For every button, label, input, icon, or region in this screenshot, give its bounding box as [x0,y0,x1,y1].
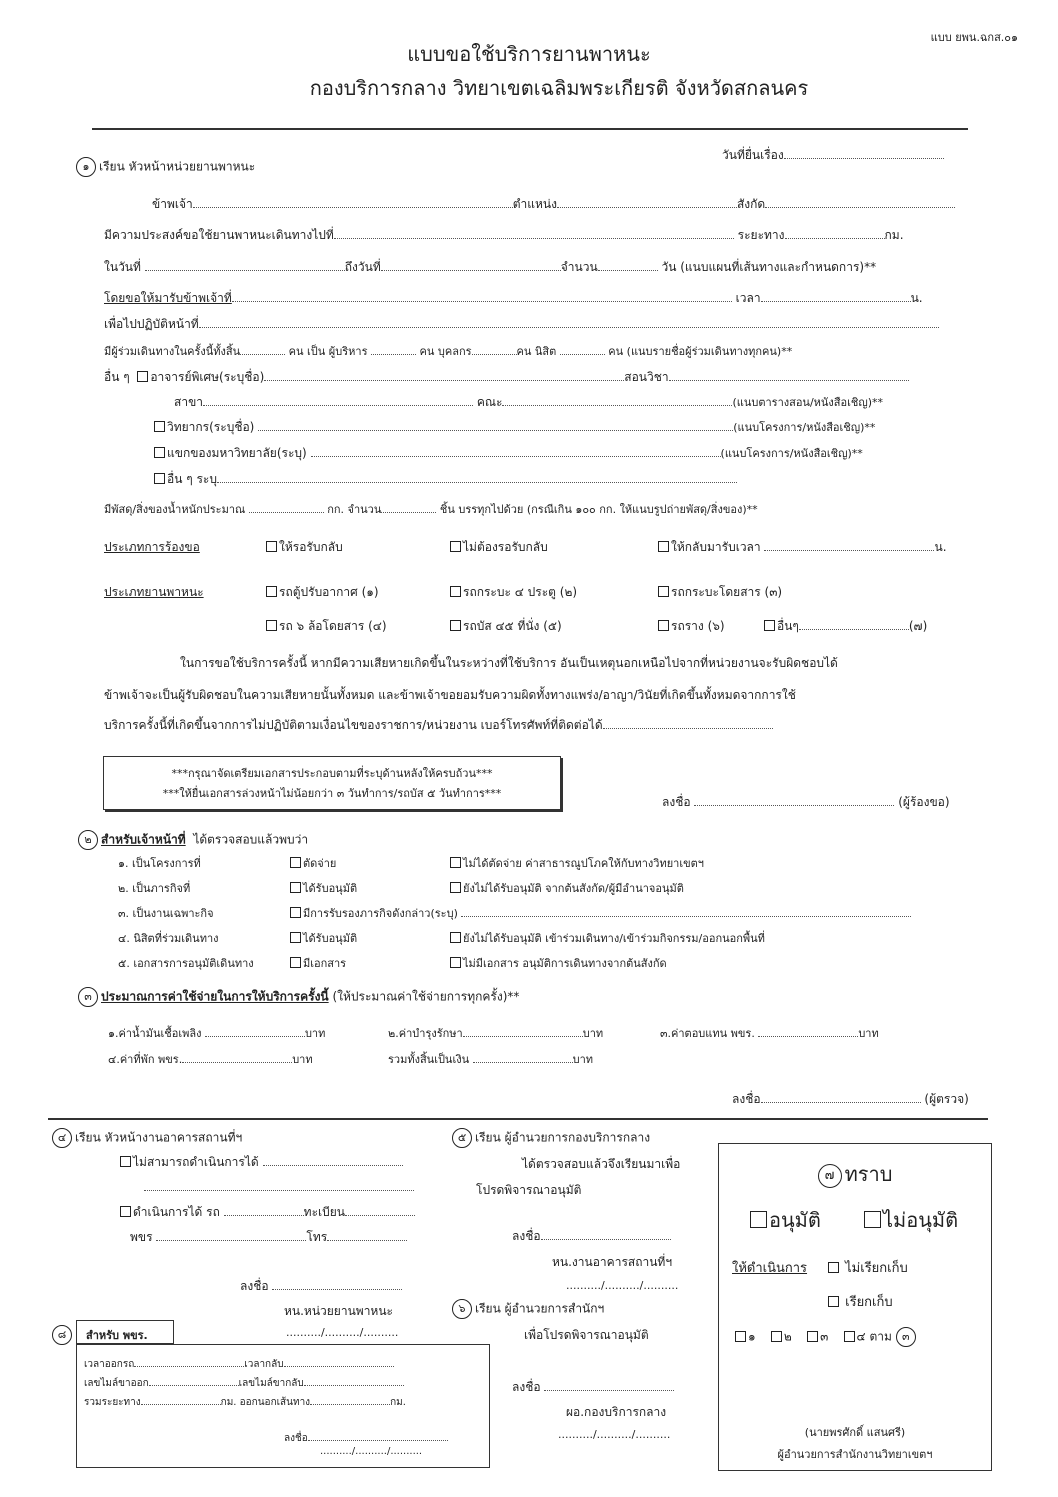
sec3-header [78,987,519,1007]
checkbox[interactable] [450,620,461,631]
sign-label: ลงชื่อ [732,1092,761,1106]
vehicle-6wheel-label: รถ ๖ ล้อโดยสาร (๔) [279,619,387,633]
sec8-title: สำหรับ พขร. [86,1329,148,1342]
checkbox[interactable] [764,620,775,631]
checkbox[interactable] [658,620,669,631]
km: กม. [220,1397,237,1408]
sec7-number: ๗ [818,1164,842,1188]
sec2-row-3-opt1[interactable] [290,904,911,922]
vehicle-pickup-passenger[interactable] [658,583,782,602]
row-passengers [104,342,792,360]
driver-label: พขร [130,1230,153,1244]
sec2-row-1-opt1[interactable] [290,854,336,872]
vehicle-bus-label: รถบัส ๔๕ ที่นั่ง (๕) [463,619,562,633]
checkbox[interactable] [266,586,277,597]
checkbox[interactable] [450,932,461,943]
start-date-field[interactable] [145,258,345,271]
maint-field[interactable] [463,1024,583,1037]
vehicle-van[interactable] [266,583,379,602]
can-label: ดำเนินการได้ รถ [133,1205,220,1219]
sign-label: ลงชื่อ [284,1433,308,1444]
end-date-field[interactable] [381,258,561,271]
other-specify-checkbox[interactable] [154,473,165,484]
pickup-field[interactable] [232,289,732,302]
sec2-row-2-opt2[interactable] [450,879,684,897]
checkbox[interactable] [266,620,277,631]
baht: บาท [304,1027,326,1040]
request-type-return-time[interactable] [658,538,947,557]
row-speaker [154,418,875,437]
sec5-to: เรียน ผู้อำนวยการกองบริการกลาง [475,1130,651,1145]
guest-label: แขกของมหาวิทยาลัย(ระบุ) [167,446,307,460]
disapprove-checkbox[interactable] [864,1211,881,1228]
driver-pay-cost [660,1024,879,1042]
item-1-checkbox[interactable] [735,1331,746,1342]
sec6-line1: เพื่อโปรดพิจารณาอนุมัติ [524,1328,649,1342]
notice-line-2: ***ให้ยื่นเอกสารล่วงหน้าไม่น้อยกว่า ๓ วันทำการ/รถบัส ๕ วันทำการ*** [162,787,502,800]
off-route-label: ออกนอกเส้นทาง [239,1397,311,1408]
sec2-row-1-opt2[interactable] [450,854,704,872]
depart-return-row [84,1354,394,1372]
subject-field[interactable] [669,368,909,381]
driver-field[interactable] [156,1228,306,1241]
liability-line-1: ในการขอใช้บริการครั้งนี้ หากมีความเสียหายเกิดขึ้นในระหว่างที่ใช้บริการ อันเป็นเหตุนอกเหนือไปจากที่หน่วยงานจะรับผิดชอบได้ [180,656,838,670]
sec3-number: ๓ [78,987,98,1007]
sec6-number: ๖ [452,1299,472,1319]
opt-label: มีการรับรองภารกิจดังกล่าว(ระบุ) [303,907,458,920]
sec6-role: ผอ.กองบริการกลาง [566,1405,667,1419]
cannot-checkbox[interactable] [120,1156,131,1167]
vehicle-pickup4-label: รถกระบะ ๔ ประตู (๒) [463,585,578,599]
staff-field[interactable] [472,342,517,355]
sec5-sign-field[interactable] [541,1227,671,1240]
other-specify-label: อื่น ๆ ระบุ [167,472,217,486]
total-dist-field[interactable] [141,1392,221,1405]
request-type-wait-label: ให้รอรับกลับ [279,540,343,554]
sign-label: ลงชื่อ [240,1279,269,1293]
sec4-to: เรียน หัวหน้างานอาคารสถานที่ฯ [75,1130,243,1145]
item-1: ๑ [748,1329,756,1344]
km-unit: กม. [884,228,904,242]
vehicle-field[interactable] [224,1203,304,1216]
plate-label: ทะเบียน [303,1205,345,1219]
row-dates [104,258,876,277]
n-unit: น. [934,540,947,554]
fuel-label: ๑.ค่าน้ำมันเชื้อเพลิง [108,1027,202,1040]
baht: บาท [858,1027,879,1040]
no-charge-option[interactable] [828,1257,908,1278]
sec8-sign-field[interactable] [308,1428,448,1441]
sec4-date[interactable]: ........../........../.......... [286,1326,399,1339]
speaker-label: วิทยากร(ระบุชื่อ) [167,420,255,434]
faculty-label: คณะ [476,395,503,409]
checkbox[interactable] [290,857,301,868]
page-title: แบบขอใช้บริการยานพาหนะ [407,42,651,66]
checker-signature [732,1090,969,1109]
sec2-number: ๒ [78,830,98,850]
to-date-label: ถึงวันที่ [344,260,381,274]
opt-label: ยังไม่ได้รับอนุมัติ เข้าร่วมเดินทาง/เข้าร่วมกิจกรรม/ออกนอกพื้นที่ [463,932,765,945]
opt-label: ไม่ได้ตัดจ่าย ค่าสาธารณูปโภคให้กับทางวิทยาเขตฯ [463,857,704,870]
sec5-line2: โปรดพิจารณาอนุมัติ [476,1183,582,1197]
vehicle-other-suffix: (๗) [908,619,928,633]
sec5-signature [512,1227,671,1246]
opt-label: ไม่มีเอกสาร อนุมัติการเดินทางจากต้นสังกัด [463,957,667,970]
liability-line-3-text: บริการครั้งนี้ที่เกิดขึ้นจากการไม่ปฏิบัติตามเงื่อนไขของราชการ/หน่วยงาน เบอร์โทรศัพท์ที่ติดต่อได้ [104,718,603,732]
cannot-reason-field-2[interactable] [144,1178,414,1191]
sec5-date[interactable]: ........../........../.......... [566,1279,679,1292]
sec3-note: (ให้ประมาณค่าใช้จ่ายการทุกครั้ง)** [332,989,520,1004]
vehicle-pickup-passenger-label: รถกระบะโดยสาร (๓) [671,585,783,599]
attach-project-note-2: (แนบโครงการ/หนังสือเชิญ)** [720,447,863,460]
baht: บาท [582,1027,604,1040]
checkbox[interactable] [450,857,461,868]
kg-count-label: กก. จำนวน [327,503,382,516]
opt-label: ได้รับอนุมัติ [303,932,358,945]
sec8-date[interactable]: ........../........../.......... [320,1446,423,1457]
vehicle-bus[interactable] [450,617,562,636]
checker-label: (ผู้ตรวจ) [924,1092,969,1106]
signer-role: ผู้อำนวยการสำนักงานวิทยาเขตฯ [777,1448,933,1461]
parcel-label: มีพัสดุ/สิ่งของน้ำหนักประมาณ [104,503,246,516]
approve-label: อนุมัติ [769,1208,821,1232]
affiliation-field[interactable] [765,195,955,208]
sec2-row-2-label: ๒. เป็นภารกิจที่ [118,882,191,895]
approve-checkbox[interactable] [750,1211,767,1228]
purpose-field[interactable] [199,315,939,328]
request-type-label: ประเภทการร้องขอ [104,540,200,554]
sec8-number-wrap [52,1325,75,1345]
vehicle-other-field[interactable] [799,617,909,630]
depart-label: เวลาออกรถ [84,1359,135,1370]
maintenance-cost [388,1024,603,1042]
plate-field[interactable] [345,1203,415,1216]
page-subtitle: กองบริการกลาง วิทยาเขตเฉลิมพระเกียรติ จังหวัดสกลนคร [309,76,809,100]
submit-date-label: วันที่ยื่นเรื่อง [722,148,784,162]
parcel-count-field[interactable] [381,500,436,513]
sec2-row-4-label: ๔. นิสิตที่ร่วมเดินทาง [118,932,219,945]
item-4-checkbox[interactable] [844,1331,855,1342]
opt-label: ตัดจ่าย [303,857,337,870]
sec2-row-1-label: ๑. เป็นโครงการที่ [118,857,201,870]
no-charge-label: ไม่เรียกเก็บ [845,1261,908,1276]
proceed-label: ให้ดำเนินการ [732,1261,808,1276]
ref-section-number: ๓ [896,1327,916,1347]
mile-back-field[interactable] [304,1373,404,1386]
total-cost [388,1050,593,1068]
checkbox[interactable] [290,932,301,943]
disapprove-option[interactable] [864,1204,958,1236]
students-field[interactable] [560,342,605,355]
vehicle-tram-label: รถราง (๖) [671,619,725,633]
position-label: ตำแหน่ง [512,197,557,211]
approve-option[interactable] [750,1204,821,1236]
sign-label: ลงชื่อ [512,1229,541,1243]
checker-sign-field[interactable] [761,1090,921,1103]
speaker-checkbox[interactable] [154,421,165,432]
sec2-row-4-opt2[interactable] [450,929,765,947]
pickup-label: โดยขอให้มารับข้าพเจ้าที่ [104,291,232,305]
special-teacher-label: อาจารย์พิเศษ(ระบุชื่อ) [150,370,265,384]
special-teacher-field[interactable] [264,368,624,381]
item-3: ๓ [820,1329,829,1344]
name-field[interactable] [193,195,513,208]
requester-signature [662,793,950,812]
item-4: ๔ [856,1329,866,1344]
sec4-header [52,1128,242,1148]
requester-sign-field[interactable] [694,793,894,806]
time-label: เวลา [735,291,761,305]
phone-field[interactable] [603,716,773,729]
opt-label: มีเอกสาร [303,957,347,970]
sec7-header [718,1158,992,1190]
major-field[interactable] [203,393,473,406]
parcel-weight-field[interactable] [249,500,324,513]
cannot-label: ไม่สามารถดำเนินการได้ [133,1155,259,1169]
form-code: แบบ ยพน.ฉกส.๐๑ [930,31,1018,44]
total-label: รวมทั้งสิ้นเป็นเงิน [388,1053,470,1066]
checkbox[interactable] [290,907,301,918]
fuel-field[interactable] [205,1024,305,1037]
row-name [152,195,955,214]
tel-field[interactable] [327,1228,407,1241]
return-field[interactable] [284,1354,394,1367]
sec2-row-5-opt2[interactable] [450,954,667,972]
sec1-number: ๑ [76,157,96,177]
baht: บาท [292,1053,313,1066]
vehicle-pickup4[interactable] [450,583,577,602]
sec4-cannot-line2 [144,1178,414,1194]
item-3-checkbox[interactable] [807,1331,818,1342]
request-type-wait[interactable] [266,538,343,557]
sec8-number: ๘ [52,1325,72,1345]
checkbox[interactable] [658,586,669,597]
request-type-nowait-label: ไม่ต้องรอรับกลับ [463,540,548,554]
purpose-label: เพื่อไปปฏิบัติหน้าที่ [104,317,199,331]
sec5-role: หน.งานอาคารสถานที่ฯ [552,1255,673,1269]
request-type-nowait[interactable] [450,538,548,557]
row-others [104,368,909,387]
sec6-header [452,1299,604,1319]
notice-line-1: ***กรุณาจัดเตรียมเอกสารประกอบตามที่ระบุด้านหลังให้ครบถ้วน*** [171,767,493,780]
special-teacher-checkbox[interactable] [137,371,148,382]
sec4-role: หน.หน่วยยานพาหนะ [284,1304,393,1318]
passengers-total-field[interactable] [240,342,285,355]
sec4-driver [130,1228,407,1247]
sign-label: ลงชื่อ [662,795,691,809]
mile-back-label: เลขไมล์ขากลับ [238,1378,304,1389]
maint-label: ๒.ค่าบำรุงรักษา [388,1027,463,1040]
fuel-cost [108,1024,325,1042]
mileage-row [84,1373,404,1391]
sec4-signature [240,1277,402,1296]
sec2-row-5-label: ๕. เอกสารการอนุมัติเดินทาง [118,957,254,970]
major-label: สาขา [174,395,204,409]
checkbox[interactable] [450,882,461,893]
sec7-title: ทราบ [844,1162,893,1186]
sec4-can [120,1203,415,1222]
checkbox[interactable] [450,957,461,968]
mission-specify-field[interactable] [461,904,911,917]
row-parcel [104,500,758,518]
return-label: เวลากลับ [244,1359,284,1370]
according-label: ตาม [869,1329,892,1344]
sec5-line1: ได้ตรวจสอบแล้วจึงเรียนมาเพื่อ [522,1157,681,1171]
attach-project-note: (แนบโครงการ/หนังสือเชิญ)** [733,421,876,434]
checkbox[interactable] [450,541,461,552]
tel-label: โทร [306,1230,328,1244]
time-field[interactable] [761,289,911,302]
position-field[interactable] [557,195,737,208]
sec6-date[interactable]: ........../........../.......... [558,1428,671,1441]
sec6-signature [512,1378,674,1397]
sec3-title: ประมาณการค่าใช้จ่ายในการให้บริการครั้งนี้ [101,989,329,1004]
charge-checkbox[interactable] [828,1296,839,1307]
executives-field[interactable] [371,342,416,355]
requester-label: (ผู้ร้องขอ) [898,795,950,809]
subject-label: สอนวิชา [624,370,669,384]
n-unit: น. [910,291,923,305]
faculty-field[interactable] [502,393,732,406]
submit-date [722,146,944,165]
km: กม. [390,1397,406,1408]
opt-label: ได้รับอนุมัติ [303,882,358,895]
checkbox[interactable] [290,957,301,968]
liability-line-2: ข้าพเจ้าจะเป็นผู้รับผิดชอบในความเสียหายนั้นทั้งหมด และข้าพเจ้าขอยอมรับความผิดทั้งทางแพร่ง/อาญา/วินัยที่เกิดขึ้นทั้งหมดจากการใช้ [104,688,796,702]
row-major [174,393,883,412]
passengers-label: มีผู้ร่วมเดินทางในครั้งนี้ทั้งสิ้น [104,345,241,358]
distance-label: ระยะทาง [737,228,785,242]
sec4-cannot [120,1153,403,1172]
vehicle-van-label: รถตู้ปรับอากาศ (๑) [279,585,379,599]
item-2: ๒ [783,1329,792,1344]
no-charge-checkbox[interactable] [828,1262,839,1273]
sec2-row-3-label: ๓. เป็นงานเฉพาะกิจ [118,907,214,920]
executives-label: คน เป็น ผู้บริหาร [288,345,368,358]
sec2-title: สำหรับเจ้าหน้าที่ [101,832,186,847]
date-label: ในวันที่ [104,260,141,274]
item-2-checkbox[interactable] [771,1331,782,1342]
sec2-checked: ได้ตรวจสอบแล้วพบว่า [193,832,309,847]
liability-line-3 [104,716,773,735]
sec2-row-4-opt1[interactable] [290,929,357,947]
lodging-label: ๔.ค่าที่พัก พขร. [108,1053,183,1066]
name-label: ข้าพเจ้า [152,197,193,211]
attach-schedule-note: (แนบตารางสอน/หนังสือเชิญ)** [732,396,884,409]
charge-option[interactable] [828,1291,893,1312]
checkbox[interactable] [658,541,669,552]
count-label: จำนวน [560,260,598,274]
students-label: คน นิสิต [516,345,557,358]
other-specify-field[interactable] [217,470,737,483]
lodging-cost [108,1050,313,1068]
opt-label: ยังไม่ได้รับอนุมัติ จากต้นสังกัด/ผู้มีอำนาจอนุมัติ [463,882,684,895]
off-route-field[interactable] [310,1392,390,1405]
row-pickup [104,289,923,308]
sec1-to: เรียน หัวหน้าหน่วยยานพาหนะ [99,159,256,174]
sec4-number: ๔ [52,1128,72,1148]
affiliation-label: สังกัด [736,197,766,211]
vehicle-type-label: ประเภทยานพาหนะ [104,585,204,599]
driver-pay-label: ๓.ค่าตอบแทน พขร. [660,1027,755,1040]
lodging-field[interactable] [182,1050,292,1063]
distance-row [84,1392,406,1410]
driver-pay-field[interactable] [758,1024,858,1037]
disapprove-label: ไม่อนุมัติ [883,1208,959,1232]
staff-label: คน บุคลกร [419,345,472,358]
sec6-to: เรียน ผู้อำนวยการสำนักฯ [475,1301,605,1316]
speaker-field[interactable] [258,418,733,431]
checkbox[interactable] [290,882,301,893]
depart-field[interactable] [134,1354,244,1367]
days-label: วัน (แนบแผนที่เส้นทางและกำหนดการ)** [661,260,877,274]
row-purpose [104,315,939,334]
row-guest [154,444,863,463]
sec2-row-5-opt1[interactable] [290,954,346,972]
total-dist-label: รวมระยะทาง [84,1397,141,1408]
sec5-header [452,1128,650,1148]
days-field[interactable] [598,258,658,271]
cannot-reason-field[interactable] [263,1153,403,1166]
checkbox[interactable] [450,586,461,597]
sec1-header [76,157,255,177]
guest-checkbox[interactable] [154,447,165,458]
sec2-row-2-opt1[interactable] [290,879,357,897]
signer-name: (นายพรศักดิ์ แสนศรี) [804,1426,906,1439]
attach-list-label: คน (แนบรายชื่อผู้ร่วมเดินทางทุกคน)** [608,345,793,358]
row-destination [104,226,904,245]
sign-label: ลงชื่อ [512,1380,541,1394]
distance-field[interactable] [785,226,885,239]
row-other-specify [154,470,737,489]
total-field[interactable] [473,1050,573,1063]
pieces-label: ชิ้น บรรทุกไปด้วย (กรณีเกิน ๑๐๐ กก. ให้แนบรูปถ่ายพัสดุ/สิ่งของ)** [439,503,758,516]
return-time-field[interactable] [764,538,934,551]
mile-out-field[interactable] [149,1373,239,1386]
sec4-sign-field[interactable] [272,1277,402,1290]
baht: บาท [572,1053,594,1066]
charge-items [735,1327,919,1347]
section-divider [48,1118,988,1120]
sec5-number: ๕ [452,1128,472,1148]
guest-field[interactable] [311,444,721,457]
vehicle-other-label: อื่นๆ [777,619,799,633]
others-label: อื่น ๆ [104,370,130,384]
can-checkbox[interactable] [120,1206,131,1217]
vehicle-6wheel[interactable] [266,617,387,636]
checkbox[interactable] [266,541,277,552]
request-type-return-label: ให้กลับมารับเวลา [671,540,761,554]
sec6-sign-field[interactable] [544,1378,674,1391]
charge-label: เรียกเก็บ [845,1295,893,1310]
sec2-header [78,830,308,850]
submit-date-field[interactable] [784,146,944,159]
vehicle-tram[interactable] [658,617,725,636]
vehicle-other[interactable] [764,617,927,636]
header-divider [92,128,968,130]
destination-label: มีความประสงค์ขอใช้ยานพาหนะเดินทางไปที่ [104,228,334,242]
destination-field[interactable] [334,226,734,239]
mile-out-label: เลขไมล์ขาออก [84,1378,149,1389]
sec8-signature [284,1428,448,1446]
